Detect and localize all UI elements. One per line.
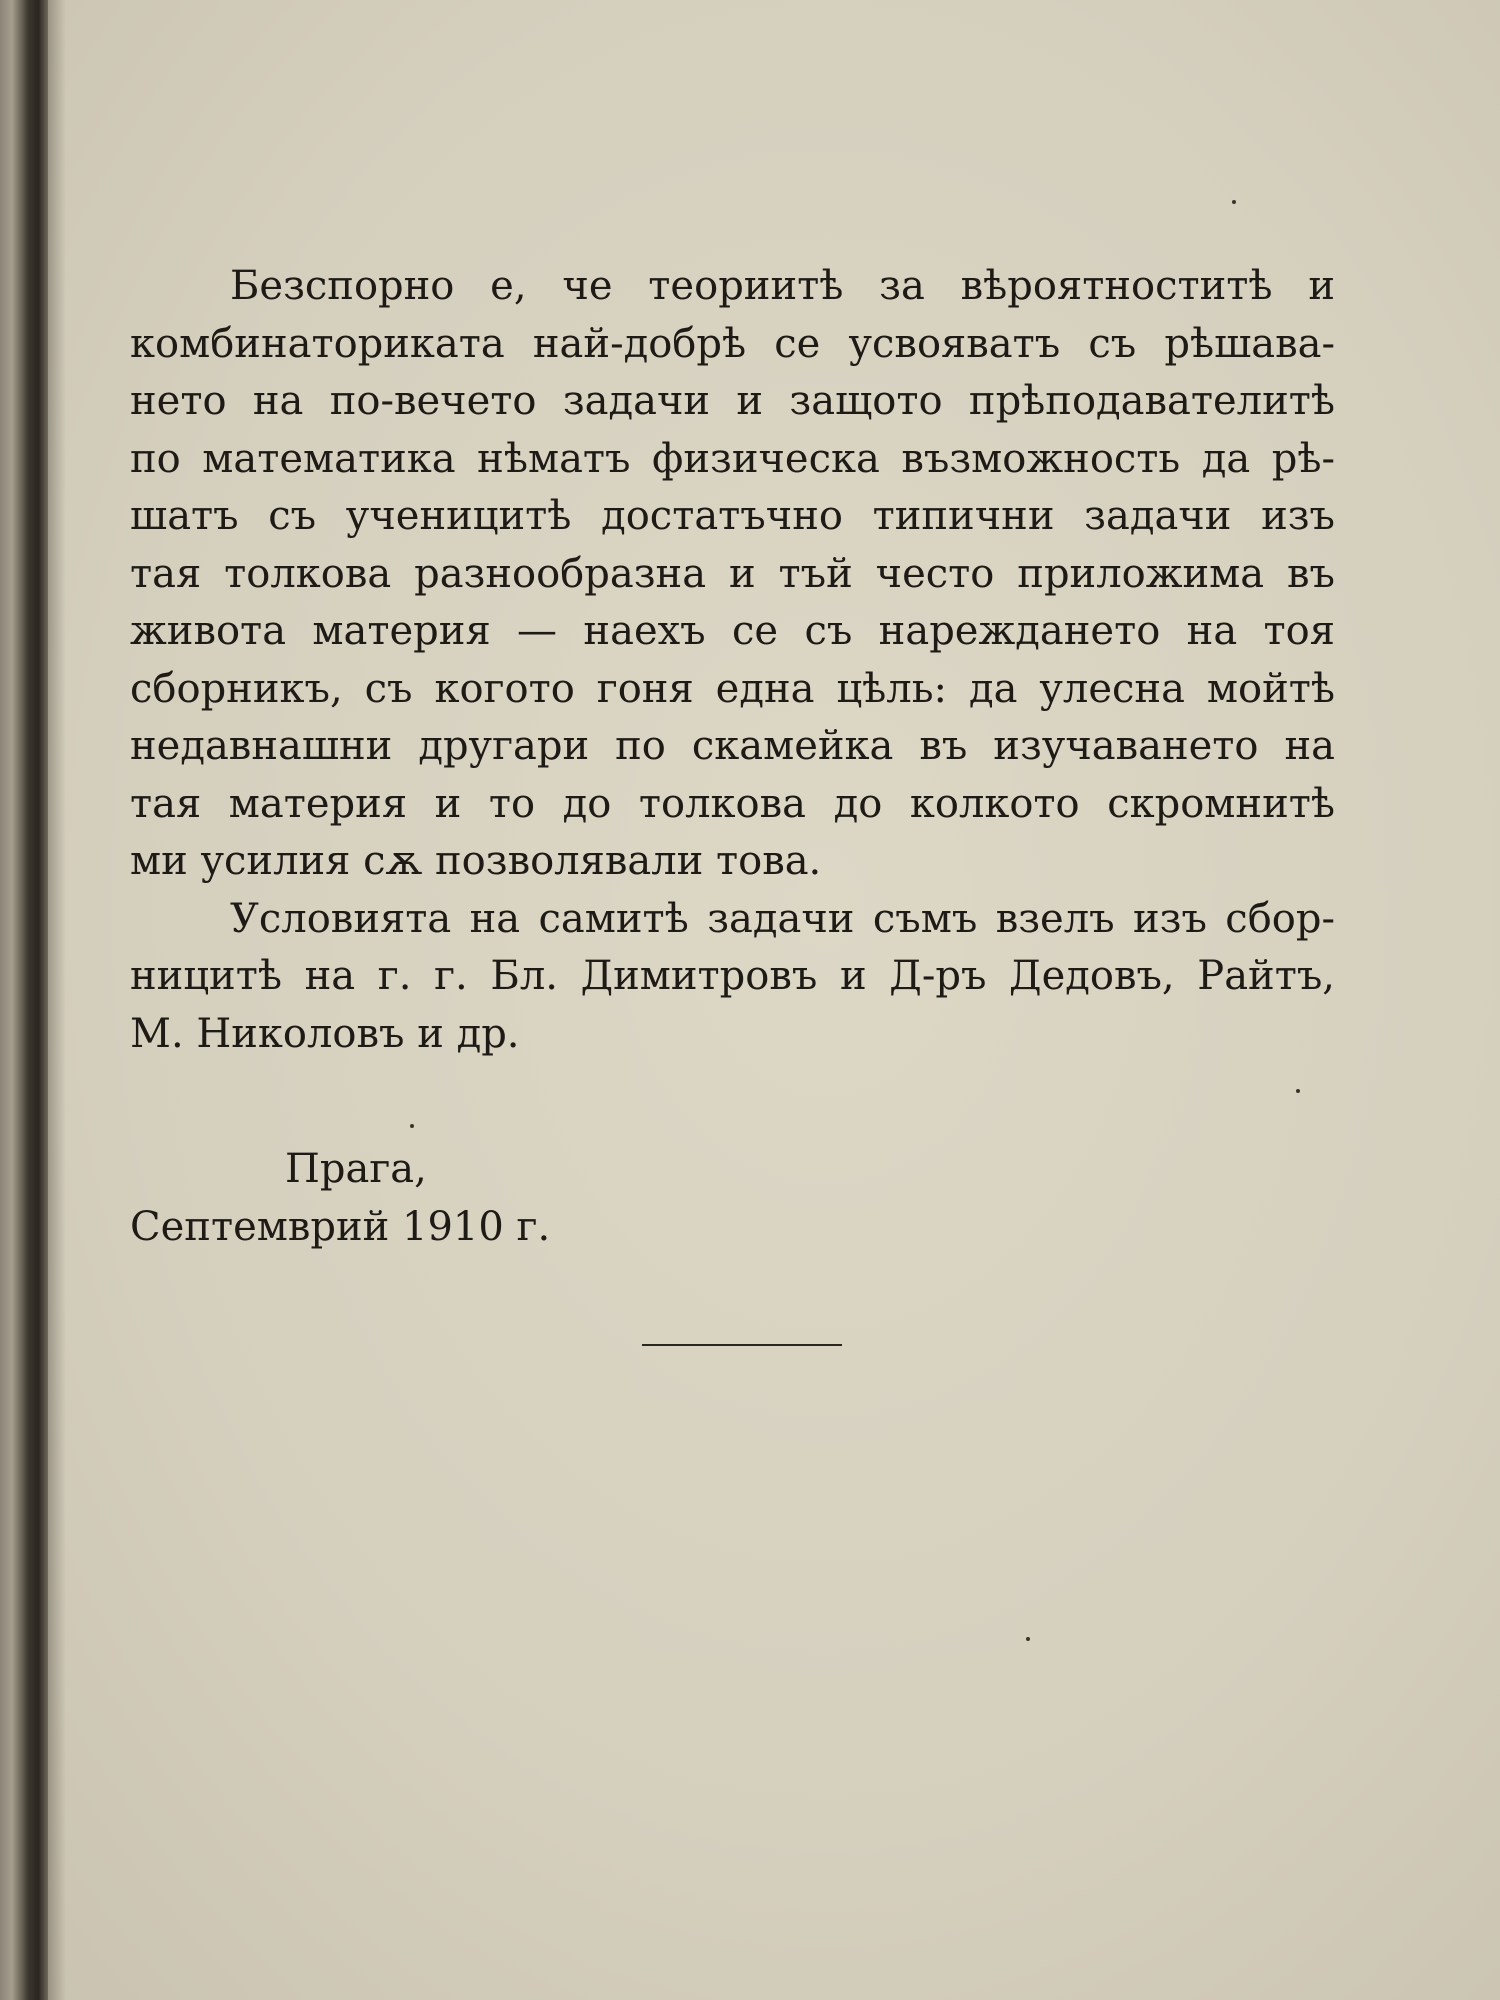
text-line: комбинаториката най-добрѣ се усвояватъ съ рѣшава- [130, 320, 1335, 367]
signoff-place: Прага, [285, 1146, 427, 1192]
closing-rule [642, 1344, 842, 1346]
text-line: недавнашни другари по скамейка въ изучаването на [130, 723, 1335, 769]
spine-shadow [48, 0, 66, 2000]
text-line: нето на по-вечето задачи и защото прѣподавателитѣ [130, 378, 1335, 424]
book-spine [0, 0, 48, 2000]
paper-speck [410, 1124, 414, 1128]
text-line: ми усилия сѫ позволявали това. [130, 838, 822, 884]
paper-speck [1232, 200, 1236, 204]
text-line: Безспорно е, че теориитѣ за вѣроятноститѣ и [230, 263, 1335, 309]
paper-speck [1026, 1637, 1030, 1641]
text-line: тая толкова разнообразна и тъй често приложима въ [130, 550, 1335, 597]
signoff [130, 1140, 550, 1256]
text-line: тая материя и то до толкова до колкото скромнитѣ [130, 780, 1335, 827]
text-line: ницитѣ на г. г. Бл. Димитровъ и Д-ръ Дедовъ, Райтъ, [130, 953, 1335, 999]
text-line: сборникъ, съ когото гоня една цѣль: да улесна мойтѣ [130, 665, 1335, 712]
text-line: живота материя — наехъ се съ нареждането на тоя [130, 608, 1335, 654]
text-line: М. Николовъ и др. [130, 1010, 520, 1057]
preface-text [130, 258, 1335, 1063]
signoff-date: Септемврий 1910 г. [130, 1204, 551, 1250]
text-line: Условията на самитѣ задачи съмъ взелъ изъ сбор- [230, 895, 1335, 942]
text-line: шатъ съ ученицитѣ достатъчно типични задачи изъ [130, 493, 1335, 539]
text-line: по математика нѣматъ физическа възможность да рѣ- [130, 435, 1335, 482]
paper-speck [1296, 1089, 1300, 1093]
